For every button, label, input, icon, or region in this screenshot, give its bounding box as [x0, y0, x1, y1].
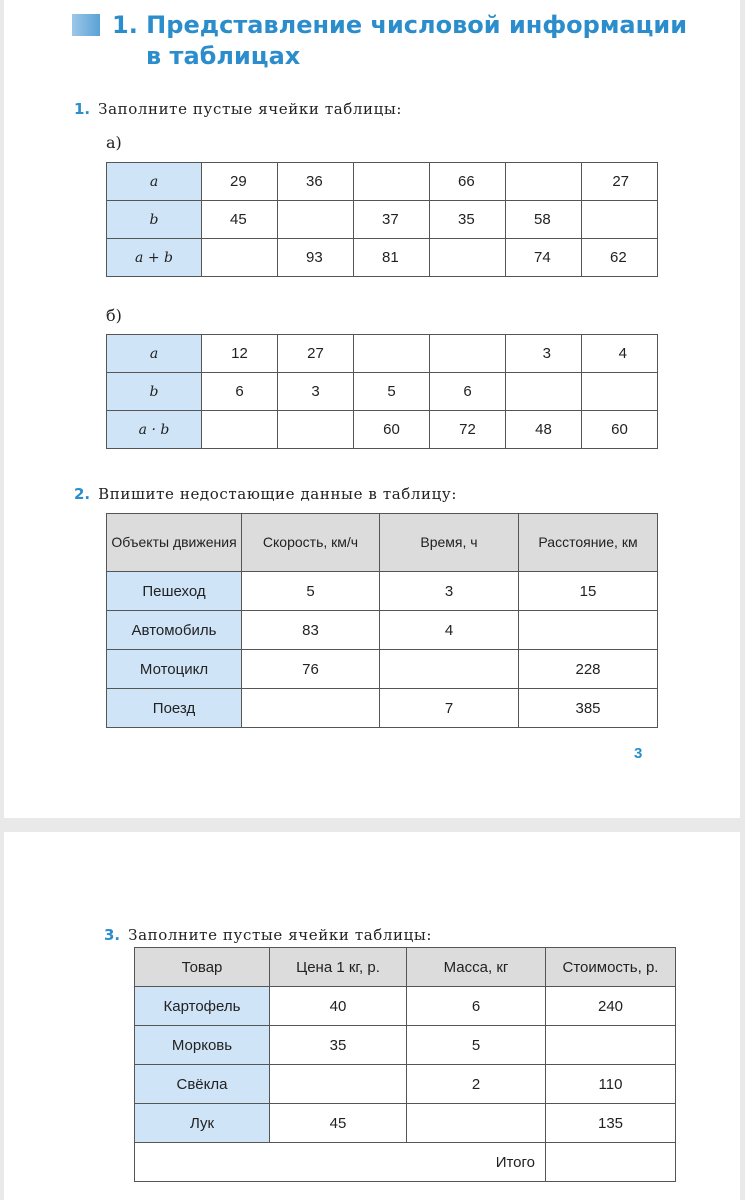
table-cell[interactable]: 5 — [242, 572, 380, 611]
row-label-object: Пешеход — [107, 572, 242, 611]
table-header-row — [107, 514, 658, 572]
column-header-speed: Скорость, км/ч — [242, 514, 380, 572]
task-3-text: Заполните пустые ячейки таблицы: — [128, 926, 433, 944]
table-row — [107, 335, 658, 373]
table-cell[interactable] — [582, 201, 658, 239]
row-label-b: b — [107, 201, 202, 239]
table-cell[interactable] — [202, 411, 278, 449]
table-cell[interactable]: 45 — [202, 201, 278, 239]
table-cell[interactable]: 385 — [519, 689, 658, 728]
column-header-mass: Масса, кг — [407, 948, 546, 987]
table-cell[interactable]: 35 — [270, 1026, 407, 1065]
table-row — [135, 1026, 676, 1065]
table-row — [107, 689, 658, 728]
row-label-object: Мотоцикл — [107, 650, 242, 689]
table-cell[interactable] — [278, 201, 354, 239]
table-cell[interactable] — [430, 335, 506, 373]
table-cell[interactable] — [506, 373, 582, 411]
table-cell[interactable] — [430, 239, 506, 277]
table-total-row — [135, 1143, 676, 1182]
table-row — [107, 201, 658, 239]
table-row — [107, 611, 658, 650]
task-2-number: 2. — [74, 485, 91, 503]
table-cell[interactable]: 60 — [354, 411, 430, 449]
table-cell[interactable]: 62 — [582, 239, 658, 277]
table-cell[interactable]: 72 — [430, 411, 506, 449]
task-1-part-a-label: а) — [106, 133, 122, 152]
table-header-row — [135, 948, 676, 987]
row-label-item: Лук — [135, 1104, 270, 1143]
row-label-item: Картофель — [135, 987, 270, 1026]
table-cell[interactable] — [519, 611, 658, 650]
table-row — [135, 987, 676, 1026]
column-header-cost: Стоимость, р. — [546, 948, 676, 987]
table-cell[interactable] — [202, 239, 278, 277]
table-cell[interactable]: 15 — [519, 572, 658, 611]
task-3-number: 3. — [104, 926, 121, 944]
table-cell[interactable]: 27 — [582, 163, 658, 201]
task-2-table — [106, 513, 658, 728]
table-cell[interactable]: 4 — [380, 611, 519, 650]
task-1-number: 1. — [74, 100, 91, 118]
task-1-heading — [74, 100, 402, 118]
table-cell[interactable] — [546, 1026, 676, 1065]
task-2-text: Впишите недостающие данные в таблицу: — [98, 485, 457, 503]
table-cell[interactable]: 48 — [506, 411, 582, 449]
table-row — [107, 572, 658, 611]
page-number: 3 — [634, 745, 643, 762]
task-1a-table — [106, 162, 658, 277]
row-label-object: Автомобиль — [107, 611, 242, 650]
table-cell[interactable] — [380, 650, 519, 689]
table-cell[interactable]: 3 — [380, 572, 519, 611]
table-cell[interactable]: 93 — [278, 239, 354, 277]
task-1-text: Заполните пустые ячейки таблицы: — [98, 100, 403, 118]
row-label-product: a · b — [107, 411, 202, 449]
table-cell[interactable]: 6 — [202, 373, 278, 411]
column-header-item: Товар — [135, 948, 270, 987]
table-cell[interactable] — [407, 1104, 546, 1143]
table-cell[interactable]: 6 — [430, 373, 506, 411]
table-cell[interactable] — [506, 163, 582, 201]
table-cell[interactable]: 5 — [354, 373, 430, 411]
table-cell[interactable]: 3 — [506, 335, 582, 373]
table-cell[interactable]: 3 — [278, 373, 354, 411]
task-1b-table — [106, 334, 658, 449]
table-row — [107, 411, 658, 449]
row-label-item: Свёкла — [135, 1065, 270, 1104]
table-cell[interactable]: 45 — [270, 1104, 407, 1143]
table-cell[interactable] — [270, 1065, 407, 1104]
table-cell[interactable]: 7 — [380, 689, 519, 728]
row-label-sum: a + b — [107, 239, 202, 277]
row-label-item: Морковь — [135, 1026, 270, 1065]
table-cell[interactable]: 27 — [278, 335, 354, 373]
table-cell[interactable]: 35 — [430, 201, 506, 239]
row-label-b: b — [107, 373, 202, 411]
table-cell[interactable]: 74 — [506, 239, 582, 277]
table-cell[interactable]: 58 — [506, 201, 582, 239]
table-cell[interactable]: 5 — [407, 1026, 546, 1065]
table-cell[interactable]: 60 — [582, 411, 658, 449]
task-3-table — [134, 947, 676, 1182]
table-cell[interactable] — [354, 163, 430, 201]
table-cell[interactable] — [278, 411, 354, 449]
table-cell[interactable]: 66 — [430, 163, 506, 201]
chapter-title-line1: 1. Представление числовой информации — [112, 11, 688, 39]
table-cell[interactable] — [242, 689, 380, 728]
row-label-object: Поезд — [107, 689, 242, 728]
workbook-page-1 — [4, 0, 740, 818]
table-row — [135, 1104, 676, 1143]
table-cell[interactable]: 6 — [407, 987, 546, 1026]
task-2-heading — [74, 485, 457, 503]
total-value-cell[interactable] — [546, 1143, 676, 1182]
column-header-time: Время, ч — [380, 514, 519, 572]
task-3-heading — [104, 926, 432, 944]
chapter-title-line2: в таблицах — [146, 42, 301, 70]
table-cell[interactable]: 228 — [519, 650, 658, 689]
total-label: Итого — [135, 1143, 546, 1182]
table-row — [107, 163, 658, 201]
table-cell[interactable]: 110 — [546, 1065, 676, 1104]
row-label-a: a — [107, 335, 202, 373]
table-cell[interactable]: 29 — [202, 163, 278, 201]
table-cell[interactable] — [354, 335, 430, 373]
table-cell[interactable]: 4 — [582, 335, 658, 373]
table-cell[interactable]: 12 — [202, 335, 278, 373]
table-cell[interactable]: 240 — [546, 987, 676, 1026]
table-cell[interactable]: 37 — [354, 201, 430, 239]
table-cell[interactable]: 76 — [242, 650, 380, 689]
table-row — [135, 1065, 676, 1104]
table-cell[interactable]: 40 — [270, 987, 407, 1026]
chapter-marker — [72, 14, 100, 36]
table-row — [107, 650, 658, 689]
row-label-a: a — [107, 163, 202, 201]
table-cell[interactable]: 81 — [354, 239, 430, 277]
table-cell[interactable] — [582, 373, 658, 411]
column-header-price: Цена 1 кг, р. — [270, 948, 407, 987]
table-cell[interactable]: 83 — [242, 611, 380, 650]
column-header-distance: Расстояние, км — [519, 514, 658, 572]
column-header-objects: Объекты движения — [107, 514, 242, 572]
table-cell[interactable]: 135 — [546, 1104, 676, 1143]
task-1-part-b-label: б) — [106, 306, 122, 325]
table-row — [107, 373, 658, 411]
table-cell[interactable]: 2 — [407, 1065, 546, 1104]
chapter-title — [112, 10, 687, 72]
table-row — [107, 239, 658, 277]
table-cell[interactable]: 36 — [278, 163, 354, 201]
